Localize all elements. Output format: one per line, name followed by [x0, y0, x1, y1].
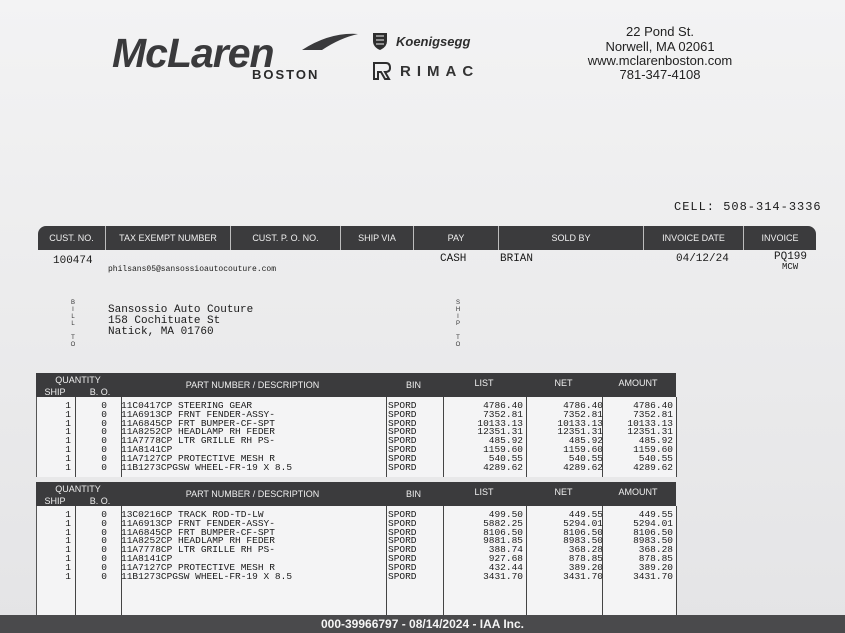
- cell-ship: 1: [65, 444, 71, 455]
- cell-list: 10133.13: [477, 417, 523, 429]
- table-body: [36, 506, 677, 616]
- col-sold-by: SOLD BY: [499, 226, 644, 250]
- cell-net: 3431.70: [563, 570, 603, 582]
- cell-bo: 0: [101, 400, 107, 411]
- cell-phone: CELL: 508-314-3336: [674, 200, 822, 214]
- cell-net: 878.85: [568, 553, 603, 564]
- bo-header: B. O.: [89, 387, 111, 397]
- cell-desc: 11A8141CP: [121, 553, 173, 564]
- cell-ship: 1: [65, 400, 71, 411]
- cell-desc: 11A7127CP PROTECTIVE MESH R: [121, 561, 275, 573]
- cell-ship: 1: [65, 461, 71, 473]
- col-cust-no: CUST. NO.: [38, 226, 106, 250]
- col-invoice-date: INVOICE DATE: [644, 226, 744, 250]
- cell-bo: 0: [101, 561, 107, 573]
- cell-net: 389.20: [568, 561, 603, 573]
- cell-desc: 13C0216CP TRACK ROD-TD-LW: [121, 509, 264, 520]
- cell-ship: 1: [65, 535, 71, 547]
- cell-ship: 1: [65, 452, 71, 464]
- cell-net: 10133.13: [557, 417, 603, 429]
- invoice-no-value: PQ199: [774, 251, 808, 263]
- mclaren-swoosh-icon: [300, 30, 360, 52]
- bill-to-street: 158 Cochituate St: [108, 315, 221, 327]
- koenigsegg-brand: [370, 31, 470, 51]
- list-header: LIST: [474, 378, 494, 388]
- cell-bo: 0: [101, 544, 107, 556]
- cell-bin: SPORD: [388, 426, 417, 438]
- cell-bin: SPORD: [388, 452, 417, 464]
- cell-desc: 11C0417CP STEERING GEAR: [121, 400, 253, 411]
- koenigsegg-shield-icon: [370, 31, 390, 51]
- cell-desc: 11A8252CP HEADLAMP RH FEDER: [121, 535, 275, 547]
- cell-bo: 0: [101, 517, 107, 529]
- col-invoice: INVOICE: [761, 233, 799, 243]
- bin-header: BIN: [405, 489, 421, 499]
- cell-ship: 1: [65, 517, 71, 529]
- table-body: [36, 397, 677, 477]
- bill-to-name: Sansossio Auto Couture: [108, 304, 254, 316]
- cell-net: 485.92: [568, 435, 603, 447]
- cell-bo: 0: [101, 553, 107, 564]
- cell-bin: SPORD: [388, 526, 417, 538]
- cell-desc: 11A6913CP FRNT FENDER-ASSY-: [121, 517, 275, 529]
- address-website: www.mclarenboston.com: [587, 53, 733, 68]
- part-header: PART NUMBER / DESCRIPTION: [185, 489, 320, 499]
- cell-bin: SPORD: [388, 417, 417, 429]
- cell-desc: 11A8252CP HEADLAMP RH FEDER: [121, 426, 275, 438]
- ship-header: SHIP: [44, 387, 66, 397]
- amount-header: AMOUNT: [618, 487, 658, 497]
- table-header: [36, 482, 676, 506]
- cell-bo: 0: [101, 535, 107, 547]
- cell-list: 7352.81: [483, 408, 523, 420]
- cell-desc: 11A6845CP FRT BUMPER-CF-SPT: [121, 417, 275, 429]
- cell-net: 8983.50: [563, 535, 603, 547]
- cell-list: 12351.31: [477, 426, 523, 438]
- ship-to-label: S H I P T O: [455, 300, 461, 348]
- cell-desc: 11A7778CP LTR GRILLE RH PS-: [121, 435, 275, 447]
- cell-net: 540.55: [568, 452, 603, 464]
- cell-amount: 368.28: [638, 544, 673, 556]
- part-header: PART NUMBER / DESCRIPTION: [185, 380, 320, 390]
- cell-bin: SPORD: [388, 435, 417, 447]
- invoice-header-bar: [38, 226, 816, 250]
- cell-bin: SPORD: [388, 509, 417, 520]
- cell-bo: 0: [101, 452, 107, 464]
- cell-amount: 3431.70: [633, 570, 673, 582]
- cell-amount: 12351.31: [627, 426, 673, 438]
- cell-net: 4289.62: [563, 461, 603, 473]
- cell-amount: 10133.13: [627, 417, 673, 429]
- invoice-date-value: 04/12/24: [676, 253, 729, 265]
- cell-desc: 11A7778CP LTR GRILLE RH PS-: [121, 544, 275, 556]
- cell-list: 4786.40: [483, 400, 523, 411]
- table-row: [37, 572, 677, 581]
- qty-header: QUANTITY: [55, 484, 101, 494]
- rimac-brand: [370, 60, 479, 82]
- cell-amount: 1159.60: [633, 444, 673, 455]
- cell-ship: 1: [65, 570, 71, 582]
- cell-net: 7352.81: [563, 408, 603, 420]
- cell-amount: 7352.81: [633, 408, 673, 420]
- cell-list: 432.44: [488, 561, 523, 573]
- cell-list: 388.74: [488, 544, 523, 556]
- amount-header: AMOUNT: [618, 378, 658, 388]
- cell-bin: SPORD: [388, 570, 417, 582]
- cell-ship: 1: [65, 426, 71, 438]
- col-ship-via: SHIP VIA: [341, 226, 414, 250]
- cell-ship: 1: [65, 417, 71, 429]
- list-header: LIST: [474, 487, 494, 497]
- cell-net: 5294.01: [563, 517, 603, 529]
- cell-bin: SPORD: [388, 400, 417, 411]
- cell-bin: SPORD: [388, 553, 417, 564]
- table-header: [36, 373, 676, 397]
- cell-list: 499.50: [488, 509, 523, 520]
- cell-bo: 0: [101, 526, 107, 538]
- ship-header: SHIP: [44, 496, 66, 506]
- cell-list: 1159.60: [483, 444, 523, 455]
- cell-ship: 1: [65, 435, 71, 447]
- cell-bin: SPORD: [388, 461, 417, 473]
- cell-list: 540.55: [488, 452, 523, 464]
- cell-bin: SPORD: [388, 544, 417, 556]
- cell-amount: 878.85: [638, 553, 673, 564]
- cell-amount: 4786.40: [633, 400, 673, 411]
- cell-bo: 0: [101, 444, 107, 455]
- cell-ship: 1: [65, 553, 71, 564]
- customer-email: philsans05@sansossioautocouture.com: [108, 265, 277, 274]
- cell-desc: 11A7127CP PROTECTIVE MESH R: [121, 452, 275, 464]
- cell-list: 3431.70: [483, 570, 523, 582]
- address-phone: 781-347-4108: [619, 67, 701, 82]
- footer-watermark: 000-39966797 - 08/14/2024 - IAA Inc.: [320, 617, 525, 631]
- address-street: 22 Pond St.: [626, 24, 694, 39]
- rimac-r-icon: [370, 60, 392, 82]
- cell-bo: 0: [101, 461, 107, 473]
- bo-header: B. O.: [89, 496, 111, 506]
- cell-bo: 0: [101, 426, 107, 438]
- cell-bo: 0: [101, 509, 107, 520]
- bin-header: BIN: [405, 380, 421, 390]
- cell-bo: 0: [101, 570, 107, 582]
- address-city: Norwell, MA 02061: [605, 39, 715, 54]
- cell-net: 4786.40: [563, 400, 603, 411]
- koenigsegg-logo: Koenigsegg: [396, 33, 471, 49]
- table-row: [37, 463, 677, 472]
- cell-amount: 449.55: [638, 509, 673, 520]
- cell-list: 9881.85: [483, 535, 523, 547]
- cell-net: 449.55: [568, 509, 603, 520]
- dealer-location: BOSTON: [252, 67, 320, 82]
- cell-amount: 485.92: [638, 435, 673, 447]
- net-header: NET: [554, 378, 573, 388]
- cell-desc: 11A6913CP FRNT FENDER-ASSY-: [121, 408, 275, 420]
- cell-amount: 8106.50: [633, 526, 673, 538]
- sold-by-value: BRIAN: [500, 253, 534, 265]
- cell-ship: 1: [65, 408, 71, 420]
- cell-bin: SPORD: [388, 561, 417, 573]
- cell-bin: SPORD: [388, 444, 417, 455]
- footer-bar: [0, 615, 845, 633]
- pay-value: CASH: [440, 253, 467, 265]
- cell-list: 4289.62: [483, 461, 523, 473]
- col-pay: PAY: [414, 226, 499, 250]
- cell-amount: 4289.62: [633, 461, 673, 473]
- col-cust-po: CUST. P. O. NO.: [231, 226, 341, 250]
- cell-ship: 1: [65, 509, 71, 520]
- cell-amount: 5294.01: [633, 517, 673, 529]
- cell-net: 12351.31: [557, 426, 603, 438]
- cell-bo: 0: [101, 408, 107, 420]
- bill-to-label: B I L L T O: [70, 300, 76, 348]
- cell-list: 485.92: [488, 435, 523, 447]
- cell-amount: 389.20: [638, 561, 673, 573]
- cell-ship: 1: [65, 526, 71, 538]
- cell-list: 927.68: [488, 553, 523, 564]
- cell-desc: 11A8141CP: [121, 444, 173, 455]
- cell-net: 8106.50: [563, 526, 603, 538]
- cell-desc: 11B1273CPGSW WHEEL-FR-19 X 8.5: [121, 570, 293, 582]
- cell-net: 1159.60: [563, 444, 603, 455]
- cell-bin: SPORD: [388, 408, 417, 420]
- qty-header: QUANTITY: [55, 375, 101, 385]
- cell-ship: 1: [65, 561, 71, 573]
- cust-no-value: 100474: [53, 255, 93, 267]
- cell-list: 8106.50: [483, 526, 523, 538]
- cell-amount: 540.55: [638, 452, 673, 464]
- cell-bo: 0: [101, 435, 107, 447]
- col-tax-exempt: TAX EXEMPT NUMBER: [106, 226, 231, 250]
- cell-desc: 11B1273CPGSW WHEEL-FR-19 X 8.5: [121, 461, 293, 473]
- net-header: NET: [554, 487, 573, 497]
- bill-to-city: Natick, MA 01760: [108, 326, 214, 338]
- invoice-sub-value: MCW: [782, 262, 799, 272]
- cell-list: 5882.25: [483, 517, 523, 529]
- cell-bin: SPORD: [388, 517, 417, 529]
- cell-bin: SPORD: [388, 535, 417, 547]
- cell-ship: 1: [65, 544, 71, 556]
- cell-bo: 0: [101, 417, 107, 429]
- cell-amount: 8983.50: [633, 535, 673, 547]
- cell-desc: 11A6845CP FRT BUMPER-CF-SPT: [121, 526, 275, 538]
- rimac-logo: RIMAC: [400, 62, 480, 80]
- mclaren-logo: McLaren: [112, 30, 274, 76]
- cell-net: 368.28: [568, 544, 603, 556]
